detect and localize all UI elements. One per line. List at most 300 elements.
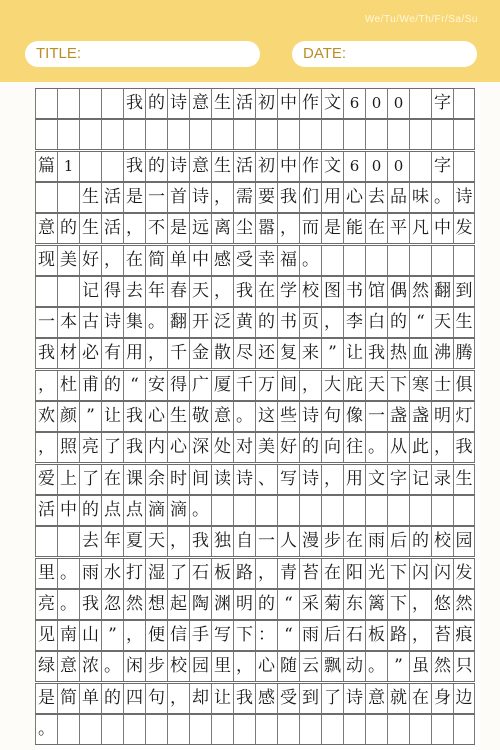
grid-cell: 用: [123, 339, 145, 368]
grid-cell: 活: [101, 183, 123, 212]
grid-cell: 散: [211, 339, 233, 368]
grid-cell: 天: [189, 277, 211, 306]
grid-cell: [409, 715, 431, 744]
grid-cell: ，: [409, 621, 431, 650]
grid-row: [35, 151, 475, 182]
grid-cell: 平: [387, 214, 409, 243]
grid-cell: 中: [431, 214, 453, 243]
grid-cell: [343, 496, 365, 525]
grid-cell: [387, 715, 409, 744]
grid-cell: [57, 120, 79, 149]
grid-cell: [167, 120, 189, 149]
grid-cell: 篇: [35, 152, 57, 181]
grid-cell: 我: [123, 89, 145, 118]
grid-cell: [365, 246, 387, 275]
grid-cell: 的: [255, 308, 277, 337]
grid-cell: 。: [145, 308, 167, 337]
grid-cell: [57, 89, 79, 118]
grid-cell: 到: [299, 684, 321, 713]
grid-cell: 滴: [145, 496, 167, 525]
grid-cell: 这: [255, 402, 277, 431]
grid-cell: 滴: [167, 496, 189, 525]
grid-cell: 腾: [453, 339, 475, 368]
grid-cell: 翻: [431, 277, 453, 306]
grid-cell: 下: [387, 559, 409, 588]
weekday-selector: We/Tu/We/Th/Fr/Sa/Su: [364, 14, 478, 25]
grid-cell: 页: [299, 308, 321, 337]
grid-cell: [409, 152, 431, 181]
grid-cell: 身: [431, 684, 453, 713]
grid-cell: 我: [79, 590, 101, 619]
grid-cell: 生: [453, 308, 475, 337]
notebook-header: [0, 0, 500, 82]
grid-cell: 雨: [299, 621, 321, 650]
grid-cell: 味: [409, 183, 431, 212]
grid-cell: 6: [343, 152, 365, 181]
grid-cell: 深: [189, 433, 211, 462]
grid-cell: 只: [453, 652, 475, 681]
grid-cell: 内: [145, 433, 167, 462]
grid-cell: 我: [189, 527, 211, 556]
grid-cell: 的: [101, 684, 123, 713]
grid-cell: ，: [299, 371, 321, 400]
grid-cell: 俱: [453, 371, 475, 400]
grid-cell: 意: [35, 214, 57, 243]
grid-cell: 士: [431, 371, 453, 400]
grid-cell: 寒: [409, 371, 431, 400]
grid-cell: 文: [321, 152, 343, 181]
grid-cell: 路: [387, 621, 409, 650]
grid-cell: 南: [57, 621, 79, 650]
grid-cell: [211, 496, 233, 525]
grid-cell: [35, 183, 57, 212]
grid-cell: 中: [277, 89, 299, 118]
grid-cell: ，: [123, 621, 145, 650]
grid-cell: 离: [211, 214, 233, 243]
grid-cell: 里: [211, 652, 233, 681]
grid-cell: 我: [123, 152, 145, 181]
grid-row: [35, 401, 475, 432]
grid-cell: ，: [321, 308, 343, 337]
grid-cell: 明: [431, 402, 453, 431]
grid-cell: 我: [453, 433, 475, 462]
grid-row: [35, 714, 475, 745]
grid-cell: 简: [57, 684, 79, 713]
grid-cell: 而: [299, 214, 321, 243]
grid-cell: 句: [321, 402, 343, 431]
grid-cell: 的: [79, 496, 101, 525]
grid-cell: 嚣: [255, 214, 277, 243]
grid-cell: 了: [79, 465, 101, 494]
grid-cell: [167, 715, 189, 744]
grid-cell: 白: [365, 308, 387, 337]
grid-cell: 在: [409, 684, 431, 713]
grid-cell: 意: [189, 89, 211, 118]
grid-cell: [365, 715, 387, 744]
grid-row: [35, 432, 475, 463]
grid-cell: 受: [277, 684, 299, 713]
grid-cell: 是: [35, 684, 57, 713]
grid-cell: 校: [431, 527, 453, 556]
grid-cell: 幸: [255, 246, 277, 275]
grid-cell: 意: [365, 684, 387, 713]
grid-cell: 。: [101, 652, 123, 681]
grid-cell: 步: [321, 527, 343, 556]
grid-cell: 安: [145, 371, 167, 400]
grid-cell: 生: [167, 402, 189, 431]
grid-cell: 生: [79, 214, 101, 243]
grid-cell: 石: [343, 621, 365, 650]
grid-cell: 了: [101, 433, 123, 462]
grid-cell: 学: [277, 277, 299, 306]
grid-cell: 我: [233, 684, 255, 713]
grid-cell: 步: [145, 652, 167, 681]
grid-cell: 大: [321, 371, 343, 400]
grid-cell: 黄: [233, 308, 255, 337]
grid-cell: 菊: [321, 590, 343, 619]
grid-row: [35, 683, 475, 714]
grid-cell: 边: [453, 684, 475, 713]
grid-cell: [299, 496, 321, 525]
grid-cell: 光: [365, 559, 387, 588]
grid-cell: 我: [365, 339, 387, 368]
grid-cell: 向: [321, 433, 343, 462]
grid-cell: 简: [145, 246, 167, 275]
grid-cell: 录: [431, 465, 453, 494]
grid-cell: ，: [233, 652, 255, 681]
grid-cell: 本: [57, 308, 79, 337]
grid-cell: 一: [35, 308, 57, 337]
grid-cell: 是: [167, 214, 189, 243]
grid-cell: 在: [255, 277, 277, 306]
grid-cell: [145, 715, 167, 744]
grid-cell: 敬: [189, 402, 211, 431]
grid-cell: 记: [79, 277, 101, 306]
grid-cell: 生: [211, 89, 233, 118]
grid-cell: 板: [211, 559, 233, 588]
grid-cell: 园: [453, 527, 475, 556]
grid-cell: 然: [409, 277, 431, 306]
grid-row: [35, 526, 475, 557]
grid-cell: 。: [365, 652, 387, 681]
grid-cell: 字: [387, 465, 409, 494]
grid-row: [35, 338, 475, 369]
grid-cell: 园: [189, 652, 211, 681]
grid-cell: 凡: [409, 214, 431, 243]
grid-cell: 首: [167, 183, 189, 212]
grid-cell: 受: [233, 246, 255, 275]
grid-cell: 生: [79, 183, 101, 212]
grid-cell: 年: [145, 277, 167, 306]
grid-cell: 远: [189, 214, 211, 243]
grid-cell: ，: [409, 590, 431, 619]
grid-cell: 的: [255, 590, 277, 619]
grid-cell: 却: [189, 684, 211, 713]
grid-cell: [321, 715, 343, 744]
grid-cell: ，: [167, 527, 189, 556]
grid-cell: [409, 89, 431, 118]
grid-cell: [409, 496, 431, 525]
grid-cell: [57, 527, 79, 556]
grid-cell: [453, 89, 475, 118]
grid-cell: 文: [365, 465, 387, 494]
grid-cell: 了: [321, 684, 343, 713]
grid-cell: 课: [123, 465, 145, 494]
grid-cell: 年: [101, 527, 123, 556]
grid-cell: ，: [277, 214, 299, 243]
grid-cell: 0: [365, 152, 387, 181]
grid-cell: 。: [365, 433, 387, 462]
grid-cell: [79, 715, 101, 744]
grid-cell: 血: [409, 339, 431, 368]
grid-cell: 在: [343, 527, 365, 556]
grid-cell: [453, 120, 475, 149]
grid-cell: 盏: [409, 402, 431, 431]
grid-row: [35, 558, 475, 589]
grid-cell: 漫: [299, 527, 321, 556]
grid-cell: 一: [145, 183, 167, 212]
grid-cell: 心: [255, 652, 277, 681]
grid-cell: 金: [189, 339, 211, 368]
grid-cell: [233, 120, 255, 149]
grid-cell: 闪: [409, 559, 431, 588]
grid-cell: 春: [167, 277, 189, 306]
grid-cell: 尽: [233, 339, 255, 368]
grid-cell: ，: [101, 246, 123, 275]
grid-cell: 记: [409, 465, 431, 494]
grid-cell: 美: [255, 433, 277, 462]
grid-cell: 石: [189, 559, 211, 588]
grid-cell: 苔: [431, 621, 453, 650]
grid-cell: [277, 715, 299, 744]
grid-cell: 就: [387, 684, 409, 713]
grid-cell: ，: [211, 277, 233, 306]
grid-cell: 的: [57, 214, 79, 243]
grid-cell: 们: [299, 183, 321, 212]
grid-cell: 中: [189, 246, 211, 275]
grid-cell: 必: [79, 339, 101, 368]
grid-cell: 我: [123, 433, 145, 462]
grid-cell: 。: [57, 590, 79, 619]
grid-cell: [57, 277, 79, 306]
grid-cell: 手: [189, 621, 211, 650]
essay-grid-paper: [35, 88, 480, 750]
grid-cell: [101, 89, 123, 118]
grid-cell: 板: [365, 621, 387, 650]
grid-cell: 浓: [79, 652, 101, 681]
grid-cell: ，: [123, 214, 145, 243]
grid-cell: 渊: [211, 590, 233, 619]
grid-cell: 到: [453, 277, 475, 306]
grid-cell: 集: [123, 308, 145, 337]
grid-cell: 。: [189, 496, 211, 525]
grid-cell: 古: [79, 308, 101, 337]
grid-cell: 爱: [35, 465, 57, 494]
grid-cell: 读: [211, 465, 233, 494]
grid-cell: 尘: [233, 214, 255, 243]
grid-cell: [211, 120, 233, 149]
grid-cell: 后: [321, 621, 343, 650]
grid-cell: 意: [211, 402, 233, 431]
grid-cell: 诗: [189, 183, 211, 212]
grid-cell: [299, 715, 321, 744]
grid-cell: 字: [431, 152, 453, 181]
grid-cell: [57, 715, 79, 744]
grid-cell: [299, 120, 321, 149]
grid-cell: 生: [211, 152, 233, 181]
grid-cell: 用: [343, 465, 365, 494]
grid-cell: 得: [101, 277, 123, 306]
grid-cell: 飘: [321, 652, 343, 681]
grid-row: [35, 307, 475, 338]
grid-cell: [277, 120, 299, 149]
grid-cell: 甫: [79, 371, 101, 400]
grid-cell: [35, 277, 57, 306]
grid-cell: 意: [189, 152, 211, 181]
grid-cell: 陶: [189, 590, 211, 619]
grid-cell: [343, 120, 365, 149]
grid-cell: 作: [299, 152, 321, 181]
grid-cell: [321, 246, 343, 275]
grid-cell: 发: [453, 214, 475, 243]
grid-cell: 在: [321, 559, 343, 588]
grid-cell: 馆: [365, 277, 387, 306]
grid-cell: ，: [167, 684, 189, 713]
grid-cell: [409, 120, 431, 149]
grid-cell: 生: [453, 465, 475, 494]
grid-cell: [145, 120, 167, 149]
grid-cell: ”: [387, 652, 409, 681]
grid-cell: 点: [101, 496, 123, 525]
grid-cell: 时: [167, 465, 189, 494]
grid-cell: 一: [365, 402, 387, 431]
grid-cell: [123, 120, 145, 149]
grid-cell: 像: [343, 402, 365, 431]
grid-cell: [321, 496, 343, 525]
grid-cell: 下: [387, 590, 409, 619]
grid-cell: [343, 246, 365, 275]
grid-cell: 悠: [431, 590, 453, 619]
grid-cell: 了: [167, 559, 189, 588]
grid-cell: [365, 120, 387, 149]
grid-cell: [101, 152, 123, 181]
grid-cell: 得: [167, 371, 189, 400]
grid-cell: 在: [123, 246, 145, 275]
grid-cell: 从: [387, 433, 409, 462]
grid-cell: 品: [387, 183, 409, 212]
grid-cell: 去: [365, 183, 387, 212]
grid-cell: 开: [189, 308, 211, 337]
grid-cell: 的: [409, 527, 431, 556]
grid-cell: 闪: [431, 559, 453, 588]
grid-cell: 在: [365, 214, 387, 243]
grid-cell: “: [277, 590, 299, 619]
grid-cell: 的: [145, 89, 167, 118]
grid-cell: 诗: [167, 89, 189, 118]
grid-cell: 偶: [387, 277, 409, 306]
grid-cell: 信: [167, 621, 189, 650]
grid-cell: 有: [101, 339, 123, 368]
grid-cell: 上: [57, 465, 79, 494]
grid-row: [35, 589, 475, 620]
grid-cell: [431, 246, 453, 275]
grid-cell: 的: [387, 308, 409, 337]
grid-cell: [387, 120, 409, 149]
grid-cell: 中: [277, 152, 299, 181]
grid-cell: 。: [233, 402, 255, 431]
grid-cell: 需: [233, 183, 255, 212]
grid-cell: [101, 120, 123, 149]
grid-cell: 单: [167, 246, 189, 275]
grid-cell: 阳: [343, 559, 365, 588]
grid-cell: 能: [343, 214, 365, 243]
grid-cell: 人: [277, 527, 299, 556]
grid-row: [35, 88, 475, 119]
grid-cell: 虽: [409, 652, 431, 681]
grid-cell: ，: [35, 371, 57, 400]
grid-cell: [101, 715, 123, 744]
grid-cell: 热: [387, 339, 409, 368]
grid-cell: 的: [101, 371, 123, 400]
grid-cell: [233, 496, 255, 525]
grid-row: [35, 651, 475, 682]
grid-cell: 照: [57, 433, 79, 462]
grid-cell: 四: [123, 684, 145, 713]
grid-cell: [123, 715, 145, 744]
grid-cell: [255, 496, 277, 525]
grid-cell: 我: [35, 339, 57, 368]
grid-cell: 图: [321, 277, 343, 306]
grid-cell: [189, 715, 211, 744]
grid-cell: [35, 89, 57, 118]
grid-cell: 盏: [387, 402, 409, 431]
grid-cell: 材: [57, 339, 79, 368]
grid-cell: 厦: [211, 371, 233, 400]
grid-cell: 现: [35, 246, 57, 275]
grid-row: [35, 464, 475, 495]
grid-cell: 句: [145, 684, 167, 713]
grid-cell: 亮: [35, 590, 57, 619]
grid-cell: 闲: [123, 652, 145, 681]
grid-cell: 天: [365, 371, 387, 400]
grid-cell: ，: [321, 465, 343, 494]
grid-row: [35, 182, 475, 213]
grid-cell: 。: [299, 246, 321, 275]
grid-cell: 采: [299, 590, 321, 619]
grid-cell: 让: [211, 684, 233, 713]
grid-cell: 庇: [343, 371, 365, 400]
grid-cell: 随: [277, 652, 299, 681]
grid-cell: 广: [189, 371, 211, 400]
grid-cell: 我: [277, 183, 299, 212]
grid-cell: 去: [79, 527, 101, 556]
grid-row: [35, 370, 475, 401]
grid-cell: [79, 120, 101, 149]
grid-cell: [431, 120, 453, 149]
grid-cell: 天: [145, 527, 167, 556]
grid-cell: ”: [79, 402, 101, 431]
grid-cell: ，: [145, 339, 167, 368]
grid-cell: 点: [123, 496, 145, 525]
grid-cell: 下: [233, 621, 255, 650]
grid-cell: 亮: [79, 433, 101, 462]
grid-cell: 余: [145, 465, 167, 494]
grid-cell: 便: [145, 621, 167, 650]
grid-cell: 然: [123, 590, 145, 619]
grid-cell: 自: [233, 527, 255, 556]
grid-cell: 想: [145, 590, 167, 619]
grid-cell: 万: [255, 371, 277, 400]
